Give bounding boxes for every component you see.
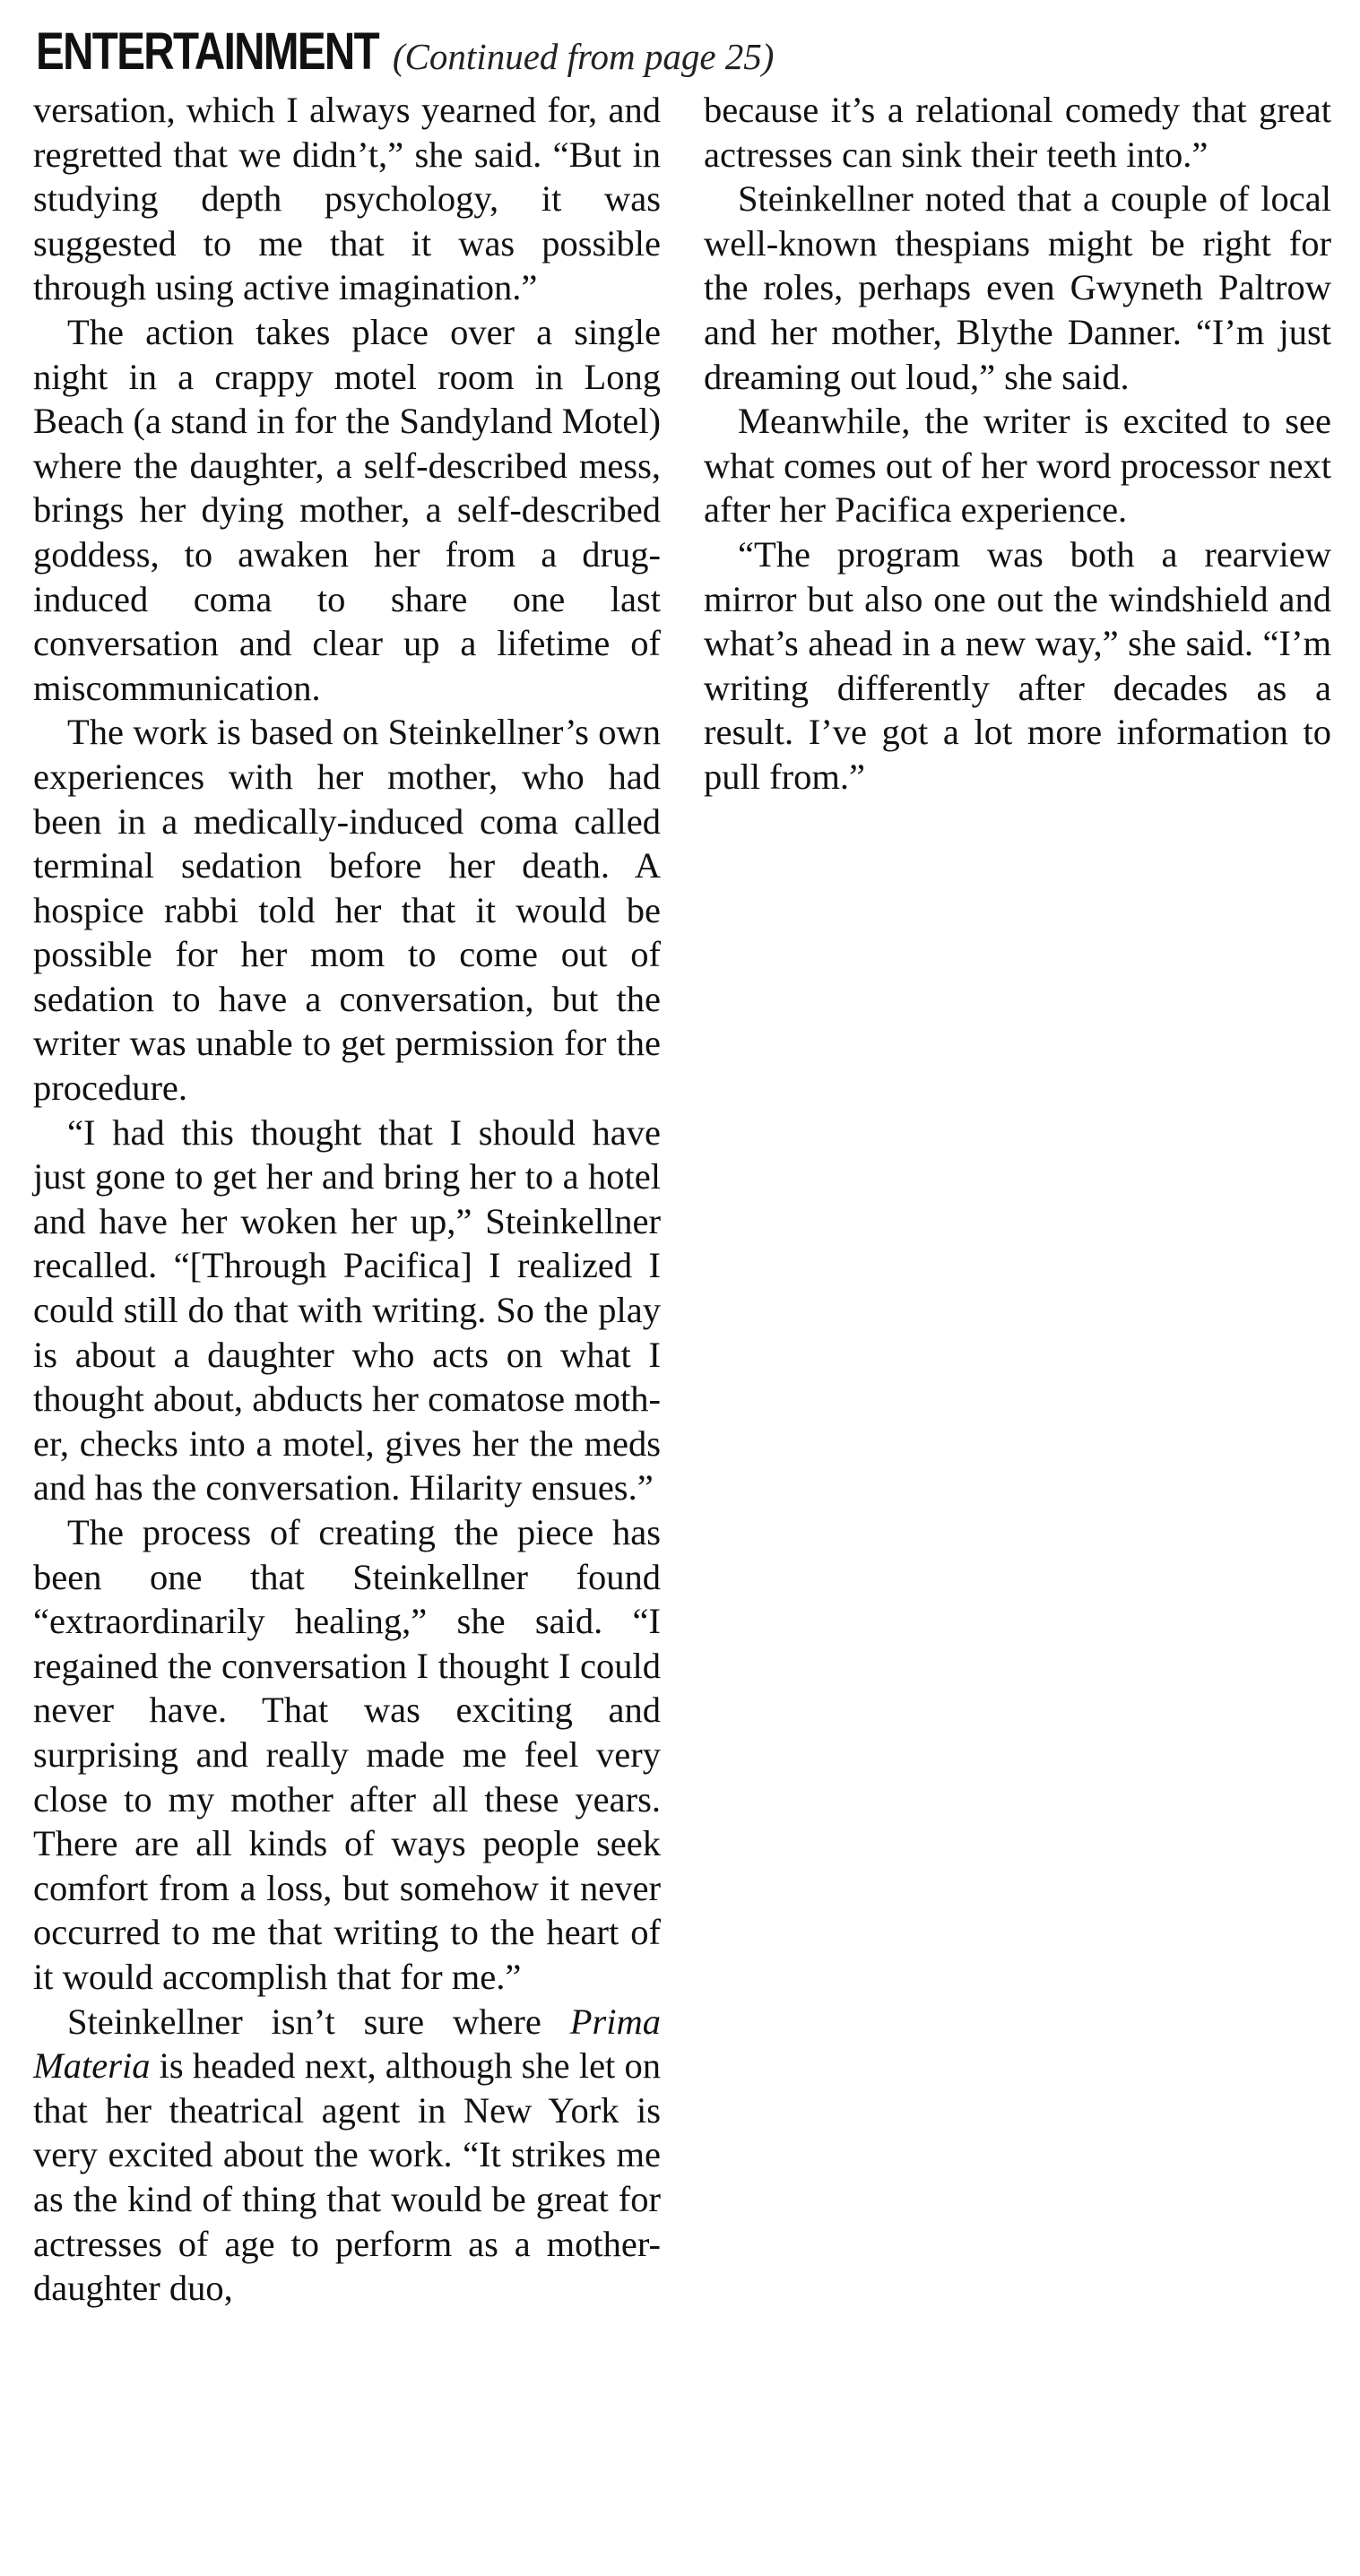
- article-paragraph: The work is based on Steinkellner’s own experiences with her mother, who had been in a medically-induced coma called terminal sedation before her death. A hospice rabbi told her that it would be possible for her mom to come out of sedation to have a conversation, but the writer was unable to get permission for the procedure.: [33, 712, 661, 1109]
- article-paragraph: because it’s a relational comedy that great actresses can sink their teeth into.”: [704, 90, 1331, 175]
- article-paragraph: Meanwhile, the writer is excited to see what comes out of her word processor next after her Pacifica experience.: [704, 401, 1331, 531]
- article-paragraph: “The program was both a rearview mirror but also one out the windshield and what’s ahead in a new way,” she said. “I’m writing differently after decades as a result. I’ve got a lot more information to pull from.”: [704, 533, 1331, 797]
- article-paragraph: [33, 2000, 661, 2311]
- article-paragraph: The process of creating the piece has been one that Steinkellner found “extraordinarily healing,” she said. “I regained the conversation I thought I could never have. That was exciting and surprising and really made me feel very close to my mother after all these years. There are all kinds of ways people seek comfort from a loss, but somehow it never occurred to me that writing to the heart of it would accomplish that for me.”: [33, 1512, 661, 1997]
- play-title: Prima Materia: [33, 2001, 661, 2087]
- article-paragraph: Steinkellner noted that a couple of local well-known thespians might be right for the roles, perhaps even Gwyneth Paltrow and her mother, Blythe Danner. “I’m just dreaming out loud,” she said.: [704, 178, 1331, 397]
- section-title: ENTERTAINMENT: [36, 22, 379, 81]
- paragraph-text: is headed next, although she let on that her theatrical agent in New York is very excited about the work. “It strikes me as the kind of thing that would be great for actresses of age to perform as a mother-daughter duo,: [33, 2045, 661, 2309]
- paragraph-text: Steinkellner isn’t sure where: [67, 2001, 570, 2042]
- article-column-right: [704, 88, 1331, 800]
- article-paragraph: versation, which I always yearned for, and regretted that we didn’t,” she said. “But in studying depth psychology, it was suggested to me that it was possible through using active imagination.”: [33, 90, 661, 308]
- article-paragraph: The action takes place over a single night in a crappy motel room in Long Beach (a stand in for the Sandyland Motel) where the daughter, a self-described mess, brings her dying mother, a self-described goddess, to awaken her from a drug-induced coma to share one last conversation and clear up a lifetime of miscommunication.: [33, 311, 661, 708]
- article-column-left: [33, 88, 661, 2311]
- article-paragraph: “I had this thought that I should have just gone to get her and bring her to a hotel and have her woken her up,” Steinkellner recalled. “[Through Pacifica] I realized I could still do that with writing. So the play is about a daughter who acts on what I thought about, abducts her comatose mother, checks into a motel, gives her the meds and has the conversation. Hilarity ensues.”: [33, 1111, 661, 1508]
- continued-note: (Continued from page 25): [392, 36, 775, 77]
- section-header: [36, 16, 774, 88]
